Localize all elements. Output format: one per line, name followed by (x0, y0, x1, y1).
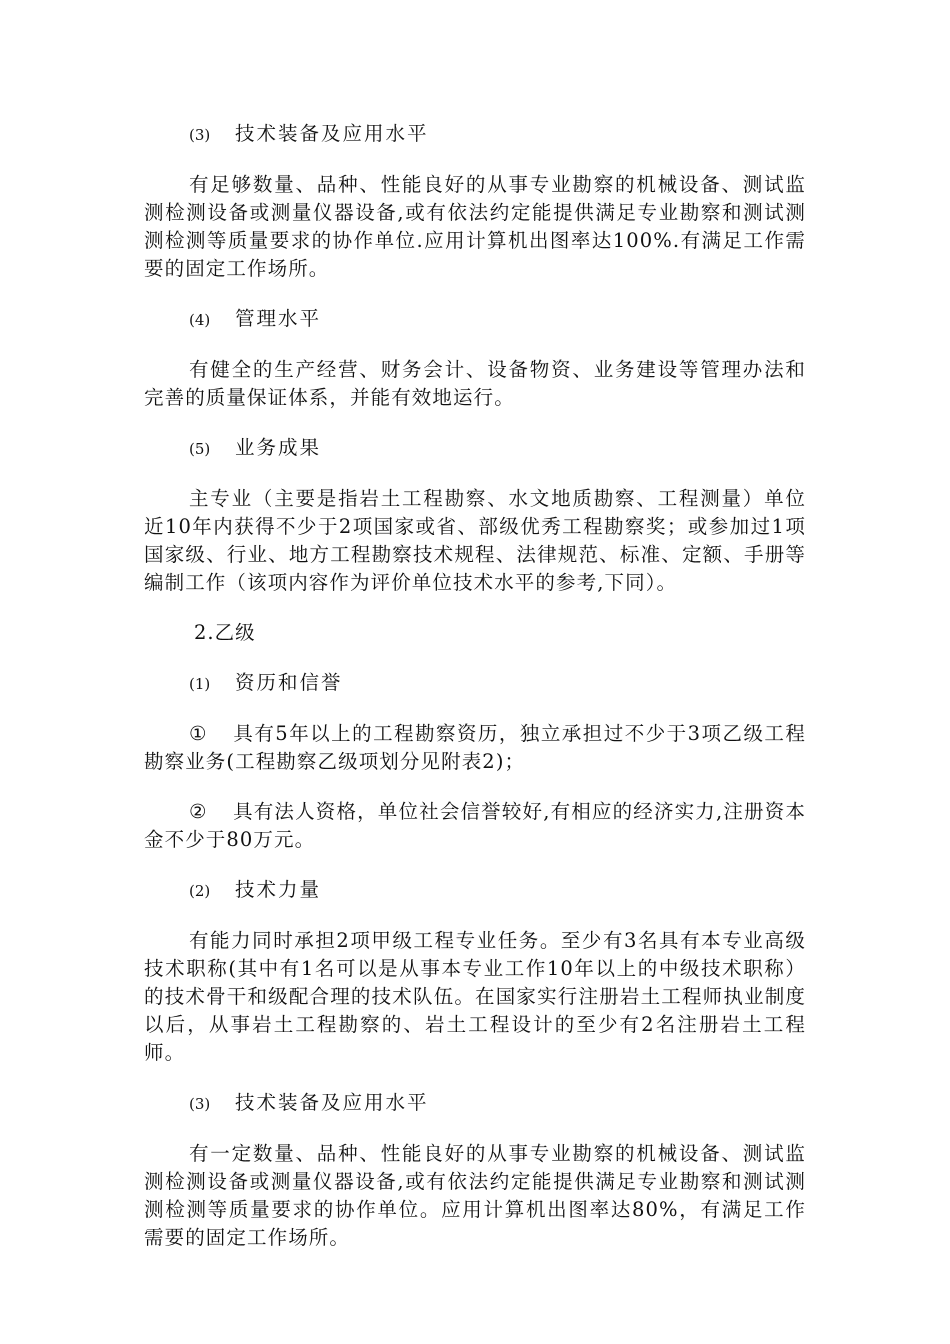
section-heading (144, 434, 806, 463)
paragraph: 有一定数量、品种、性能良好的从事专业勘察的机械设备、测试监测检测设备或测量仪器设备,或有依法约定能提供满足专业勘察和测试测测检测等质量要求的协作单位。应用计算机出图率达80%，有满足工作需要的固定工作场所。 (144, 1142, 806, 1249)
section-title: 业务成果 (235, 436, 322, 459)
section-number: (4) (189, 311, 211, 329)
numbered-paragraph (144, 720, 806, 776)
circled-number: ② (189, 800, 207, 823)
section-number: (1) (189, 675, 211, 693)
section-number: (3) (189, 1095, 211, 1113)
section-number: (5) (189, 440, 211, 458)
paragraph-text: 具有5年以上的工程勘察资历，独立承担过不少于3项乙级工程勘察业务(工程勘察乙级项划分见附表2)； (144, 722, 806, 773)
section-title: 资历和信誉 (235, 671, 343, 694)
paragraph: 有能力同时承担2项甲级工程专业任务。至少有3名具有本专业高级技术职称(其中有1名可以是从事本专业工作10年以上的中级技术职称）的技术骨干和级配合理的技术队伍。在国家实行注册岩土工程师执业制度以后，从事岩土工程勘察的、岩土工程设计的至少有2名注册岩土工程师。 (144, 929, 806, 1064)
section-heading (144, 876, 806, 905)
grade-heading: 2.乙级 (194, 621, 256, 644)
section-title: 技术力量 (235, 878, 322, 901)
paragraph: 主专业（主要是指岩土工程勘察、水文地质勘察、工程测量）单位近10年内获得不少于2项国家或省、部级优秀工程勘察奖；或参加过1项国家级、行业、地方工程勘察技术规程、法律规范、标准、定额、手册等编制工作（该项内容作为评价单位技术水平的参考,下同）。 (144, 487, 806, 594)
paragraph: 有健全的生产经营、财务会计、设备物资、业务建设等管理办法和完善的质量保证体系，并能有效地运行。 (144, 358, 806, 409)
paragraph: 有足够数量、品种、性能良好的从事专业勘察的机械设备、测试监测检测设备或测量仪器设备,或有依法约定能提供满足专业勘察和测试测测检测等质量要求的协作单位.应用计算机出图率达100%.有满足工作需要的固定工作场所。 (144, 173, 806, 280)
section-title: 技术装备及应用水平 (235, 122, 429, 145)
numbered-paragraph (144, 798, 806, 854)
section-heading (144, 305, 806, 334)
section-heading (144, 1089, 806, 1118)
section-title: 技术装备及应用水平 (235, 1091, 429, 1114)
circled-number: ① (189, 722, 207, 745)
document-body (144, 120, 806, 1274)
section-title: 管理水平 (235, 307, 322, 330)
section-number: (3) (189, 126, 211, 144)
section-number: (2) (189, 882, 211, 900)
paragraph-text: 具有法人资格，单位社会信誉较好,有相应的经济实力,注册资本金不少于80万元。 (144, 800, 806, 851)
section-heading (144, 669, 806, 698)
section-heading (144, 120, 806, 149)
